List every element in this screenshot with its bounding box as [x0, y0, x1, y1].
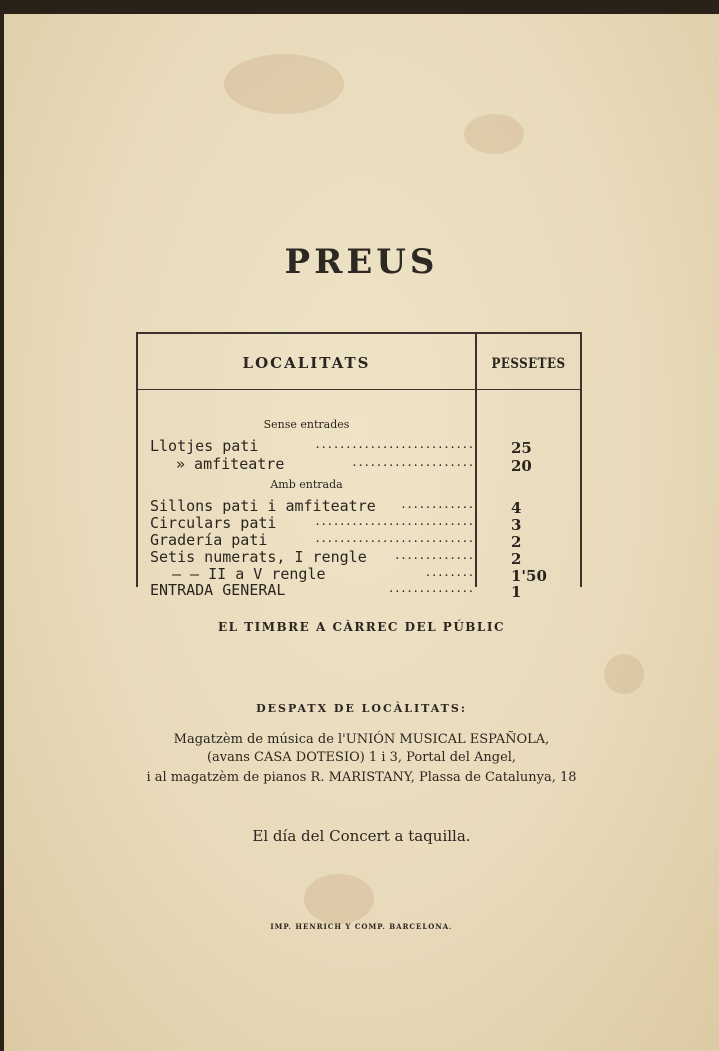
row-price: 2	[511, 533, 522, 551]
row-price: 1'50	[511, 567, 547, 585]
table-header-rule	[136, 389, 582, 390]
stamp-notice: EL TIMBRE A CÀRREC DEL PÚBLIC	[217, 620, 506, 634]
ticket-office-line-1: Magatzèm de música de l'UNIÓN MUSICAL ESPAÑOLA,	[173, 732, 550, 747]
printer-imprint: IMP. HENRICH Y COMP. BARCELONA.	[270, 922, 453, 931]
header-pessetes: PESSETES	[491, 356, 566, 372]
row-price: 20	[511, 457, 532, 475]
table-row	[150, 548, 475, 566]
concert-day-note: El día del Concert a taquilla.	[252, 827, 471, 845]
table-row	[150, 455, 475, 473]
table-row	[150, 514, 475, 532]
section-amb-entrada: Amb entrada	[270, 478, 343, 491]
row-price: 25	[511, 439, 532, 457]
row-label: Gradería pati	[150, 531, 268, 549]
leader-dots: .............	[395, 548, 475, 563]
page-title: PREUS	[284, 242, 439, 282]
leader-dots: ............	[401, 497, 475, 512]
table-row	[150, 531, 475, 549]
row-price: 1	[511, 583, 522, 601]
table-row	[150, 581, 475, 599]
header-localitats: LOCALITATS	[242, 354, 371, 372]
row-label: » amfiteatre	[176, 455, 285, 473]
row-label: Sillons pati i amfiteatre	[150, 497, 376, 515]
leader-dots: ..........................	[315, 531, 475, 546]
row-label: Setis numerats, I rengle	[150, 548, 367, 566]
row-price: 4	[511, 499, 522, 517]
row-label: ENTRADA GENERAL	[150, 581, 286, 599]
row-label: Circulars pati	[150, 514, 277, 532]
paper-stain	[304, 874, 374, 924]
leader-dots: ..........................	[315, 514, 475, 529]
leader-dots: ..............	[389, 581, 475, 596]
program-page	[4, 14, 719, 1051]
table-row	[150, 497, 475, 515]
leader-dots: ........	[425, 565, 475, 580]
section-sense-entrades: Sense entrades	[263, 418, 350, 431]
leader-dots: ..........................	[315, 437, 475, 452]
row-label: Llotjes pati	[150, 437, 259, 455]
price-table	[136, 332, 582, 601]
ticket-office-heading: DESPATX DE LOCÀLITATS:	[256, 702, 467, 715]
row-label: — — II a V rengle	[172, 565, 326, 583]
ticket-office-line-3: i al magatzèm de pianos R. MARISTANY, Plassa de Catalunya, 18	[146, 770, 577, 785]
leader-dots: ....................	[352, 455, 475, 470]
paper-stain	[224, 54, 344, 114]
table-row	[150, 437, 475, 455]
paper-stain	[604, 654, 644, 694]
paper-stain	[464, 114, 524, 154]
row-price: 3	[511, 516, 522, 534]
table-border-right	[580, 334, 582, 587]
row-price: 2	[511, 550, 522, 568]
ticket-office-line-2: (avans CASA DOTESIO) 1 i 3, Portal del Angel,	[206, 750, 517, 765]
